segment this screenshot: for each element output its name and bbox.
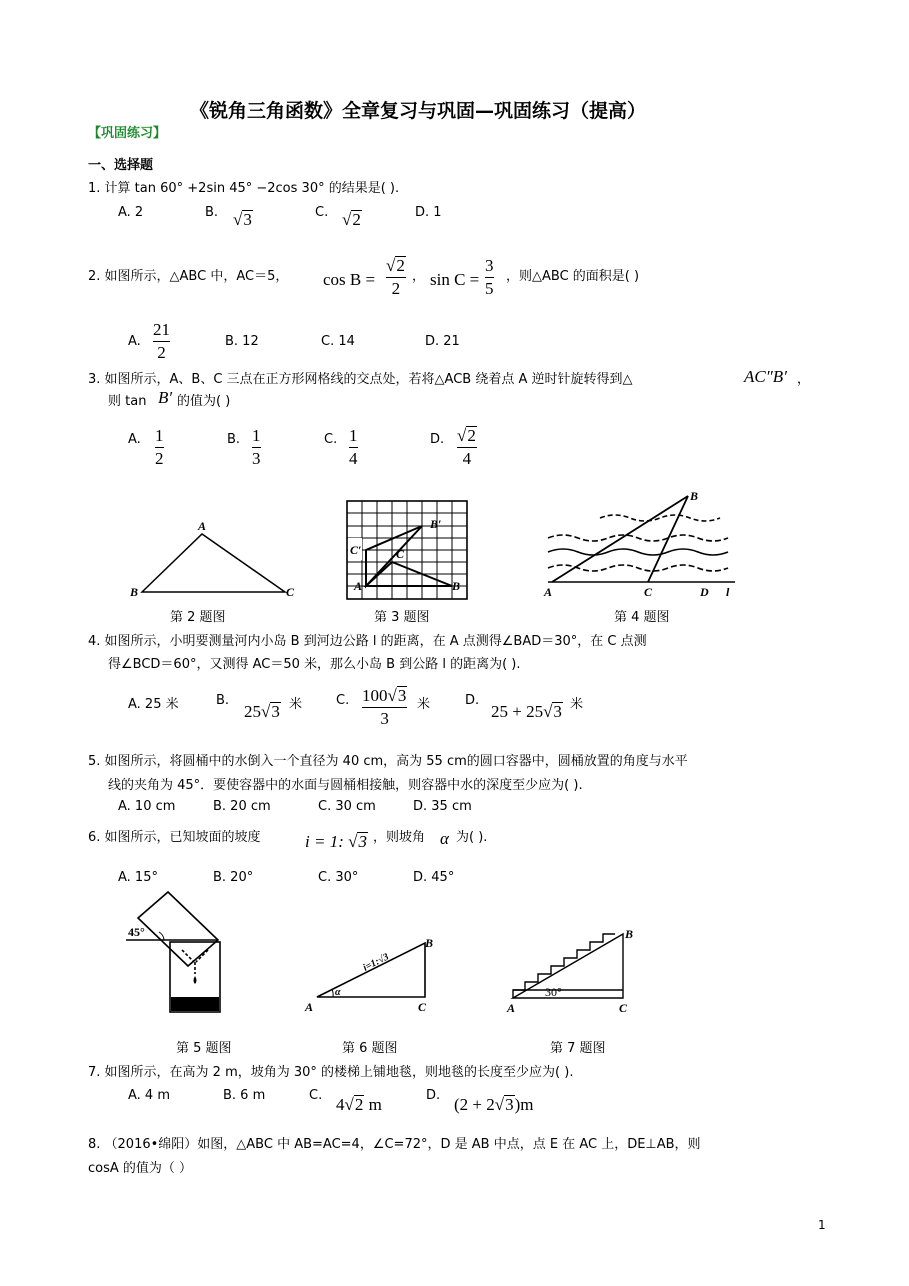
figure-6-caption: 第 6 题图 bbox=[342, 1041, 398, 1056]
q4-c-unit: 米 bbox=[417, 697, 431, 712]
q6-stem-2: ，则坡角 bbox=[373, 830, 426, 845]
q2-option-b: B. 12 bbox=[225, 334, 259, 349]
q2-option-c: C. 14 bbox=[321, 334, 355, 349]
q7-option-d: D. bbox=[426, 1088, 441, 1103]
figure-3-caption: 第 3 题图 bbox=[374, 610, 430, 625]
svg-text:D: D bbox=[700, 585, 709, 599]
q2-sinc: sin C = bbox=[430, 270, 480, 289]
q2-a-frac: 21 2 bbox=[153, 320, 170, 362]
q5-option-a: A. 10 cm bbox=[118, 799, 176, 814]
svg-text:A: A bbox=[198, 519, 207, 533]
q7-option-b: B. 6 m bbox=[223, 1088, 266, 1103]
svg-text:l: l bbox=[726, 585, 730, 599]
q3-option-b: B. bbox=[227, 432, 241, 447]
q3-b-frac: 1 3 bbox=[252, 426, 261, 468]
q4-b-math: 25√3 bbox=[244, 702, 280, 721]
q4-option-a: A. 25 米 bbox=[128, 697, 179, 712]
figure-5-bucket bbox=[126, 890, 226, 1015]
q6-alpha: α bbox=[440, 829, 449, 848]
svg-text:C: C bbox=[619, 1001, 628, 1015]
q3-d-frac: √2 4 bbox=[457, 426, 476, 468]
q4-option-b: B. bbox=[216, 693, 230, 708]
svg-text:B: B bbox=[625, 927, 634, 941]
q3-comma: ， bbox=[797, 372, 811, 387]
svg-text:B: B bbox=[452, 579, 461, 593]
figure-2-triangle bbox=[130, 520, 300, 600]
q6-option-b: B. 20° bbox=[213, 870, 254, 885]
svg-text:B: B bbox=[425, 936, 434, 950]
svg-text:A: A bbox=[305, 1000, 314, 1014]
svg-text:i=1:√3: i=1:√3 bbox=[361, 951, 391, 974]
q6-option-d: D. 45° bbox=[413, 870, 455, 885]
svg-text:B: B bbox=[130, 585, 139, 599]
q3-stem-3: 的值为( ) bbox=[177, 394, 231, 409]
q2-comma: ， bbox=[412, 269, 426, 284]
q3-triangle-math: AC″B′ bbox=[744, 367, 787, 386]
q7-stem: 7. 如图所示，在高为 2 m，坡角为 30° 的楼梯上铺地毯，则地毯的长度至少应为( ). bbox=[88, 1065, 574, 1080]
q2-cosb: cos B = bbox=[323, 270, 376, 289]
svg-text:C: C bbox=[644, 585, 653, 599]
q5-option-d: D. 35 cm bbox=[413, 799, 472, 814]
q4-d-math: 25 + 25√3 bbox=[491, 702, 562, 721]
q3-a-frac: 1 2 bbox=[155, 426, 164, 468]
svg-text:C: C bbox=[286, 585, 295, 599]
figure-7-caption: 第 7 题图 bbox=[550, 1041, 606, 1056]
q3-c-frac: 1 4 bbox=[349, 426, 358, 468]
q1-b-math: √3 bbox=[233, 210, 252, 229]
q3-option-c: C. bbox=[324, 432, 338, 447]
figure-5-caption: 第 5 题图 bbox=[176, 1041, 232, 1056]
q6-option-a: A. 15° bbox=[118, 870, 158, 885]
figure-2-caption: 第 2 题图 bbox=[170, 610, 226, 625]
q2-stem: 2. 如图所示，△ABC 中，AC＝5， bbox=[88, 269, 289, 284]
q6-stem: 6. 如图所示，已知坡面的坡度 bbox=[88, 830, 261, 845]
q5-line-1: 5. 如图所示，将圆桶中的水倒入一个直径为 40 cm，高为 55 cm的圆口容器中，圆桶放置的角度与水平 bbox=[88, 754, 688, 769]
q4-option-d: D. bbox=[465, 693, 480, 708]
figure-6-slope bbox=[305, 935, 440, 1015]
svg-text:A: A bbox=[544, 585, 553, 599]
q5-option-b: B. 20 cm bbox=[213, 799, 271, 814]
svg-text:C: C bbox=[418, 1000, 427, 1014]
figure-4-caption: 第 4 题图 bbox=[614, 610, 670, 625]
figure-3-grid bbox=[346, 500, 470, 602]
q1-stem: 1. 计算 tan 60° +2sin 45° −2cos 30° 的结果是( ). bbox=[88, 181, 400, 196]
svg-text:B′: B′ bbox=[430, 517, 442, 531]
q4-b-unit: 米 bbox=[289, 697, 303, 712]
svg-text:A: A bbox=[354, 579, 363, 593]
q8-line-2: cosA 的值为（ ） bbox=[88, 1161, 193, 1176]
page-title: 《锐角三角函数》全章复习与巩固—巩固练习（提高） bbox=[190, 100, 647, 122]
q6-slope-math: i = 1: √3 bbox=[305, 832, 367, 851]
svg-text:A: A bbox=[507, 1001, 516, 1015]
q5-option-c: C. 30 cm bbox=[318, 799, 376, 814]
q1-option-b: B. bbox=[205, 205, 219, 220]
q4-d-unit: 米 bbox=[570, 697, 584, 712]
q2-stem-end: ，则△ABC 的面积是( ) bbox=[506, 269, 640, 284]
svg-text:45°: 45° bbox=[128, 925, 145, 939]
svg-text:C′: C′ bbox=[350, 543, 362, 557]
svg-text:30°: 30° bbox=[545, 985, 562, 999]
q3-option-d: D. bbox=[430, 432, 445, 447]
figure-4-river bbox=[540, 490, 740, 602]
section-heading: 一、选择题 bbox=[88, 158, 154, 173]
q3-option-a: A. bbox=[128, 432, 141, 447]
q1-option-c: C. bbox=[315, 205, 329, 220]
q7-c-math: 4√2 m bbox=[336, 1095, 382, 1114]
q2-cosb-frac: √2 2 bbox=[386, 256, 405, 298]
q2-option-a: A. bbox=[128, 334, 141, 349]
figure-7-stairs bbox=[505, 928, 640, 1016]
q1-option-a: A. 2 bbox=[118, 205, 144, 220]
q2-option-d: D. 21 bbox=[425, 334, 460, 349]
q7-option-a: A. 4 m bbox=[128, 1088, 170, 1103]
q3-b-prime: B′ bbox=[158, 388, 173, 407]
section-tag: 【巩固练习】 bbox=[88, 126, 167, 141]
q2-sinc-frac: 3 5 bbox=[485, 256, 494, 298]
q6-option-c: C. 30° bbox=[318, 870, 359, 885]
svg-text:C: C bbox=[396, 547, 405, 561]
q4-line-1: 4. 如图所示，小明要测量河内小岛 B 到河边公路 l 的距离，在 A 点测得∠BAD＝30°，在 C 点测 bbox=[88, 634, 647, 649]
q4-line-2: 得∠BCD＝60°，又测得 AC＝50 米，那么小岛 B 到公路 l 的距离为( ). bbox=[108, 657, 521, 672]
svg-text:B: B bbox=[690, 489, 699, 503]
q3-stem-2: 则 tan bbox=[108, 394, 147, 409]
q4-c-frac: 100√3 3 bbox=[362, 686, 407, 728]
q1-c-math: √2 bbox=[342, 210, 361, 229]
q7-d-math: (2 + 2√3)m bbox=[454, 1095, 534, 1114]
svg-text:α: α bbox=[335, 987, 341, 998]
q8-line-1: 8. （2016•绵阳）如图，△ABC 中 AB=AC=4，∠C=72°，D 是 AB 中点，点 E 在 AC 上，DE⊥AB，则 bbox=[88, 1137, 701, 1152]
q7-option-c: C. bbox=[309, 1088, 323, 1103]
q1-option-d: D. 1 bbox=[415, 205, 442, 220]
page-number: 1 bbox=[818, 1218, 826, 1232]
q5-line-2: 线的夹角为 45°．要使容器中的水面与圆桶相接触，则容器中水的深度至少应为( ). bbox=[108, 778, 583, 793]
q4-option-c: C. bbox=[336, 693, 350, 708]
q3-stem: 3. 如图所示，A、B、C 三点在正方形网格线的交点处，若将△ACB 绕着点 A 逆时针旋转得到△ bbox=[88, 372, 633, 387]
q6-stem-3: 为( ). bbox=[456, 830, 488, 845]
